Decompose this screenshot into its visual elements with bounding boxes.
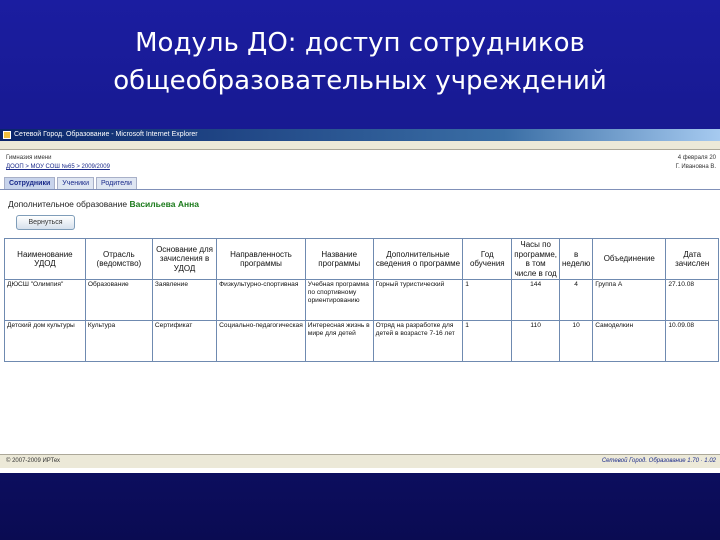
- cell-year: 1: [463, 280, 512, 321]
- col-header-group: Объединение: [593, 239, 666, 280]
- cell-direction: Физкультурно-спортивная: [217, 280, 306, 321]
- browser-window: [0, 129, 720, 473]
- slide-title-line-1: Модуль ДО: доступ сотрудников: [135, 28, 585, 58]
- status-bar: [0, 454, 720, 468]
- slide-title-line-2: общеобразовательных учреждений: [113, 66, 607, 96]
- col-header-hours-week: в неделю: [560, 239, 593, 280]
- cell-hours-week: 10: [560, 321, 593, 362]
- tab-parents[interactable]: Родители: [96, 177, 137, 190]
- page-content: [0, 150, 720, 468]
- cell-udod: Детский дом культуры: [5, 321, 86, 362]
- cell-details: Горный туристический: [373, 280, 463, 321]
- user-name[interactable]: Г. Ивановна В.: [675, 164, 716, 170]
- window-title: Сетевой Город. Образование - Microsoft Internet Explorer: [14, 131, 198, 138]
- cell-details: Отряд на разработке для детей в возрасте 7-16 лет: [373, 321, 463, 362]
- col-header-hours-year: Часы по программе, в том числе в год: [512, 239, 560, 280]
- browser-icon: [3, 131, 11, 139]
- user-info: [676, 154, 716, 172]
- copyright: © 2007-2009 ИРТех: [6, 458, 61, 464]
- slide-title: [0, 24, 720, 100]
- app-version: Сетевой Город. Образование 1.70 · 1.02: [601, 458, 716, 464]
- cell-basis: Заявление: [152, 280, 216, 321]
- breadcrumb[interactable]: ДООП > МОУ СОШ №65 > 2009/2009: [6, 164, 110, 170]
- cell-date: 27.10.08: [666, 280, 719, 321]
- col-header-direction: Направленность программы: [217, 239, 306, 280]
- cell-branch: Культура: [85, 321, 152, 362]
- table-header-row: [5, 239, 719, 280]
- col-header-basis: Основание для зачисления в УДОД: [152, 239, 216, 280]
- cell-basis: Сертификат: [152, 321, 216, 362]
- cell-program: Учебная программа по спортивному ориентированию: [305, 280, 373, 321]
- page-heading: [8, 199, 199, 209]
- cell-branch: Образование: [85, 280, 152, 321]
- cell-direction: Социально-педагогическая: [217, 321, 306, 362]
- cell-hours-year: 144: [512, 280, 560, 321]
- cell-udod: ДЮСШ "Олимпия": [5, 280, 86, 321]
- cell-date: 10.09.08: [666, 321, 719, 362]
- tab-divider: [0, 189, 720, 190]
- col-header-year: Год обучения: [463, 239, 512, 280]
- back-button[interactable]: Вернуться: [16, 215, 75, 230]
- table-row[interactable]: [5, 321, 719, 362]
- education-table: [4, 238, 719, 362]
- browser-titlebar: [0, 129, 720, 141]
- current-date: 4 февраля 20: [677, 155, 716, 161]
- cell-group: Группа А: [593, 280, 666, 321]
- tab-staff[interactable]: Сотрудники: [4, 177, 55, 190]
- page-info: [6, 154, 110, 172]
- col-header-program: Название программы: [305, 239, 373, 280]
- col-header-details: Дополнительные сведения о программе: [373, 239, 463, 280]
- col-header-branch: Отрасль (ведомство): [85, 239, 152, 280]
- browser-toolbar: [0, 141, 720, 150]
- tab-students[interactable]: Ученики: [57, 177, 94, 190]
- cell-program: Интересная жизнь в мире для детей: [305, 321, 373, 362]
- student-name: Васильева Анна: [129, 199, 199, 209]
- table-row[interactable]: [5, 280, 719, 321]
- col-header-udod: Наименование УДОД: [5, 239, 86, 280]
- cell-group: Самоделкин: [593, 321, 666, 362]
- cell-hours-year: 110: [512, 321, 560, 362]
- org-name: Гимназия имени: [6, 155, 52, 161]
- heading-label: Дополнительное образование: [8, 199, 128, 209]
- cell-year: 1: [463, 321, 512, 362]
- col-header-date: Дата зачислен: [666, 239, 719, 280]
- cell-hours-week: 4: [560, 280, 593, 321]
